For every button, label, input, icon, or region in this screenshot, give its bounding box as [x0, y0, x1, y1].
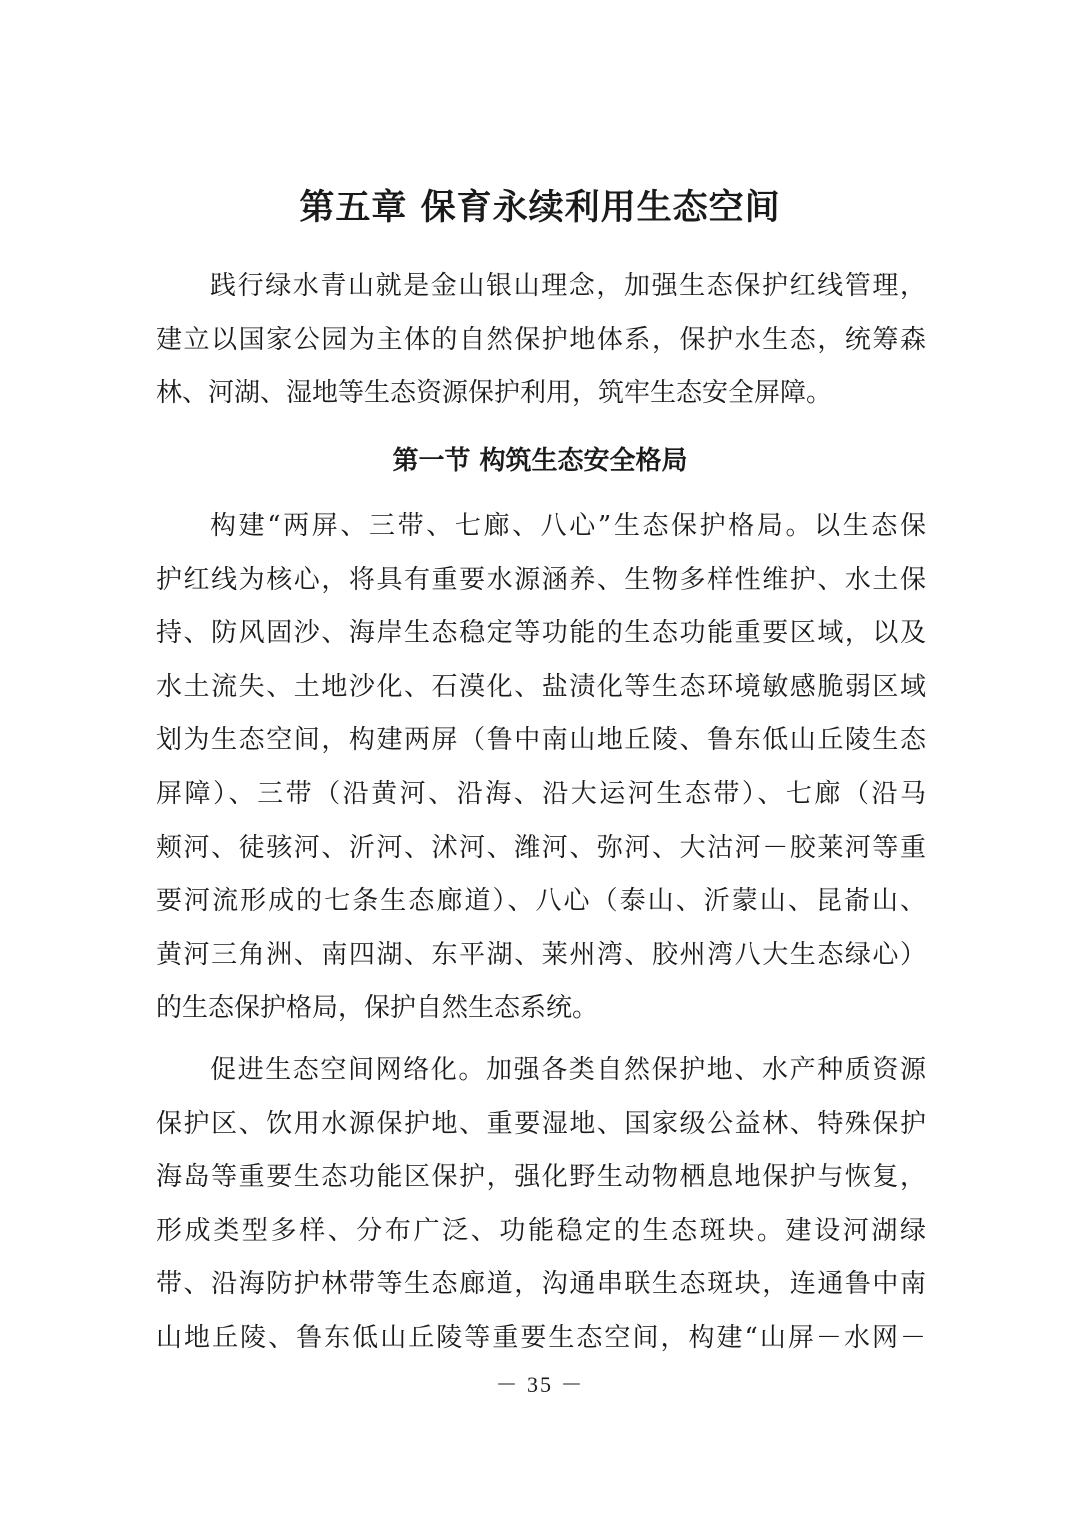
intro-paragraph: [156, 260, 926, 421]
section-title: 第一节 构筑生态安全格局: [392, 446, 688, 476]
paragraph-line: 要河流形成的七条生态廊道）、八心（泰山、沂蒙山、昆嵛山、: [156, 886, 926, 917]
paragraph-line: 山地丘陵、鲁东低山丘陵等重要生态空间，构建“山屏－水网－: [156, 1322, 926, 1353]
intro-line: 建立以国家公园为主体的自然保护地体系，保护水生态，统筹森: [156, 324, 926, 355]
paragraph-ecological-network: [156, 1044, 926, 1366]
paragraph-line: 促进生态空间网络化。加强各类自然保护地、水产种质资源: [210, 1055, 926, 1085]
paragraph-line: 屏障）、三带（沿黄河、沿海、沿大运河生态带）、七廊（沿马: [156, 778, 926, 809]
intro-line: 践行绿水青山就是金山银山理念，加强生态保护红线管理，: [210, 271, 926, 301]
paragraph-line: 构建“两屏、三带、七廊、八心”生态保护格局。以生态保: [210, 511, 926, 541]
paragraph-line: 颊河、徒骇河、沂河、沭河、潍河、弥河、大沽河－胶莱河等重: [156, 832, 926, 863]
paragraph-line: 保护区、饮用水源保护地、重要湿地、国家级公益林、特殊保护: [156, 1108, 926, 1139]
intro-line: 林、河湖、湿地等生态资源保护利用，筑牢生态安全屏障。: [156, 378, 833, 409]
paragraph-line: 划为生态空间，构建两屏（鲁中南山地丘陵、鲁东低山丘陵生态: [156, 725, 926, 756]
paragraph-line: 黄河三角洲、南四湖、东平湖、莱州湾、胶州湾八大生态绿心）: [156, 939, 926, 970]
paragraph-line: 护红线为核心，将具有重要水源涵养、生物多样性维护、水土保: [156, 564, 926, 595]
paragraph-ecological-pattern: [156, 500, 926, 1036]
page-number: － 35 －: [495, 1372, 585, 1397]
paragraph-line: 持、防风固沙、海岸生态稳定等功能的生态功能重要区域，以及: [156, 618, 926, 649]
paragraph-line: 带、沿海防护林带等生态廊道，沟通串联生态斑块，连通鲁中南: [156, 1269, 926, 1300]
paragraph-line: 海岛等重要生态功能区保护，强化野生动物栖息地保护与恢复，: [156, 1162, 926, 1193]
paragraph-line: 水土流失、土地沙化、石漠化、盐渍化等生态环境敏感脆弱区域: [156, 671, 926, 702]
chapter-title: 第五章 保育永续利用生态空间: [299, 188, 781, 228]
paragraph-line: 的生态保护格局，保护自然生态系统。: [156, 993, 599, 1024]
paragraph-line: 形成类型多样、分布广泛、功能稳定的生态斑块。建设河湖绿: [156, 1215, 926, 1246]
